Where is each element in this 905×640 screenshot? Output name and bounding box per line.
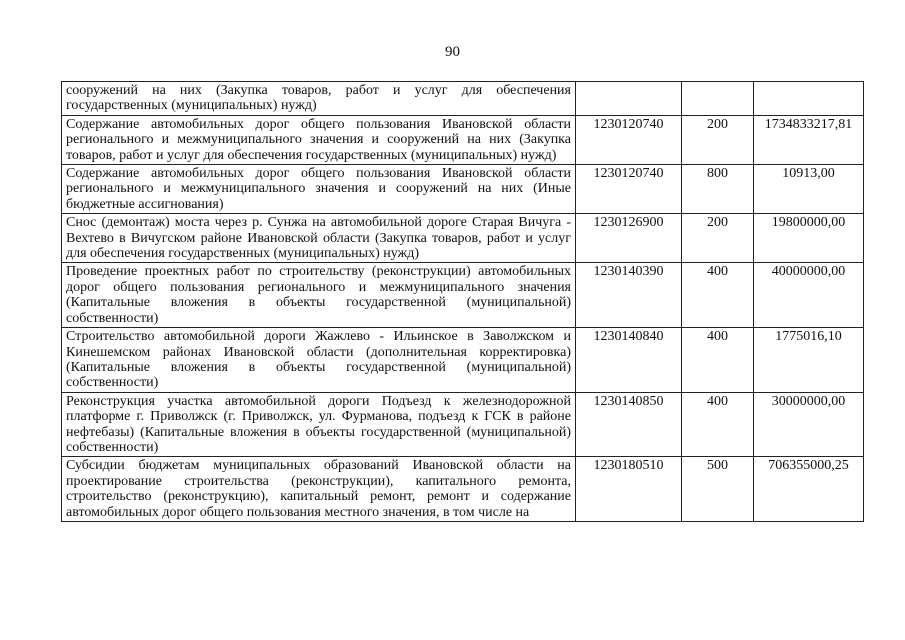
table-row bbox=[62, 392, 864, 457]
row-code: 1230140850 bbox=[576, 392, 682, 457]
row-name: Строительство автомобильной дороги Жажлево - Ильинское в Заволжском и Кинешемском районах Ивановской области (дополнительная корректировка) (Капитальные вложения в объекты государственной (муниципальной) собственности) bbox=[62, 328, 576, 393]
row-amount: 706355000,25 bbox=[754, 457, 864, 522]
row-name: Содержание автомобильных дорог общего пользования Ивановской области регионального и межмуниципального значения и сооружений на них (Иные бюджетные ассигнования) bbox=[62, 165, 576, 214]
table-row bbox=[62, 214, 864, 263]
row-name: Субсидии бюджетам муниципальных образований Ивановской области на проектирование строительства (реконструкции), капитального ремонта, строительство (реконструкцию), капитальный ремонт, ремонт и содержание автомобильных дорог общего пользования местного значения, в том числе на bbox=[62, 457, 576, 522]
row-code: 1230140840 bbox=[576, 328, 682, 393]
budget-table bbox=[61, 81, 864, 522]
row-code: 1230140390 bbox=[576, 263, 682, 328]
row-amount bbox=[754, 82, 864, 116]
table-row bbox=[62, 82, 864, 116]
row-code: 1230126900 bbox=[576, 214, 682, 263]
row-amount: 30000000,00 bbox=[754, 392, 864, 457]
table-row bbox=[62, 328, 864, 393]
row-amount: 10913,00 bbox=[754, 165, 864, 214]
row-name: Снос (демонтаж) моста через р. Сунжа на автомобильной дороге Старая Вичуга - Вехтево в Вичугском районе Ивановской области (Закупка товаров, работ и услуг для обеспечения государственных (муниципальных) нужд) bbox=[62, 214, 576, 263]
row-expense-type: 400 bbox=[682, 328, 754, 393]
table-row bbox=[62, 263, 864, 328]
row-name: Проведение проектных работ по строительству (реконструкции) автомобильных дорог общего пользования регионального и межмуниципального значения (Капитальные вложения в объекты государственной (муниципальной) собственности) bbox=[62, 263, 576, 328]
table-row bbox=[62, 165, 864, 214]
row-expense-type bbox=[682, 82, 754, 116]
row-amount: 40000000,00 bbox=[754, 263, 864, 328]
row-expense-type: 200 bbox=[682, 214, 754, 263]
row-code: 1230180510 bbox=[576, 457, 682, 522]
row-code: 1230120740 bbox=[576, 115, 682, 164]
row-name: Содержание автомобильных дорог общего пользования Ивановской области регионального и межмуниципального значения и сооружений на них (Закупка товаров, работ и услуг для обеспечения государственных (муниципальных) нужд) bbox=[62, 115, 576, 164]
row-amount: 1775016,10 bbox=[754, 328, 864, 393]
row-code bbox=[576, 82, 682, 116]
row-amount: 19800000,00 bbox=[754, 214, 864, 263]
row-amount: 1734833217,81 bbox=[754, 115, 864, 164]
table-row bbox=[62, 457, 864, 522]
row-name: сооружений на них (Закупка товаров, работ и услуг для обеспечения государственных (муниципальных) нужд) bbox=[62, 82, 576, 116]
row-expense-type: 200 bbox=[682, 115, 754, 164]
row-expense-type: 500 bbox=[682, 457, 754, 522]
page-number: 90 bbox=[445, 44, 460, 60]
row-expense-type: 400 bbox=[682, 392, 754, 457]
row-expense-type: 400 bbox=[682, 263, 754, 328]
row-code: 1230120740 bbox=[576, 165, 682, 214]
table-row bbox=[62, 115, 864, 164]
row-name: Реконструкция участка автомобильной дороги Подъезд к железнодорожной платформе г. Приволжск (г. Приволжск, ул. Фурманова, подъезд к ГСК в районе нефтебазы) (Капитальные вложения в объекты государственной (муниципальной) собственности) bbox=[62, 392, 576, 457]
row-expense-type: 800 bbox=[682, 165, 754, 214]
